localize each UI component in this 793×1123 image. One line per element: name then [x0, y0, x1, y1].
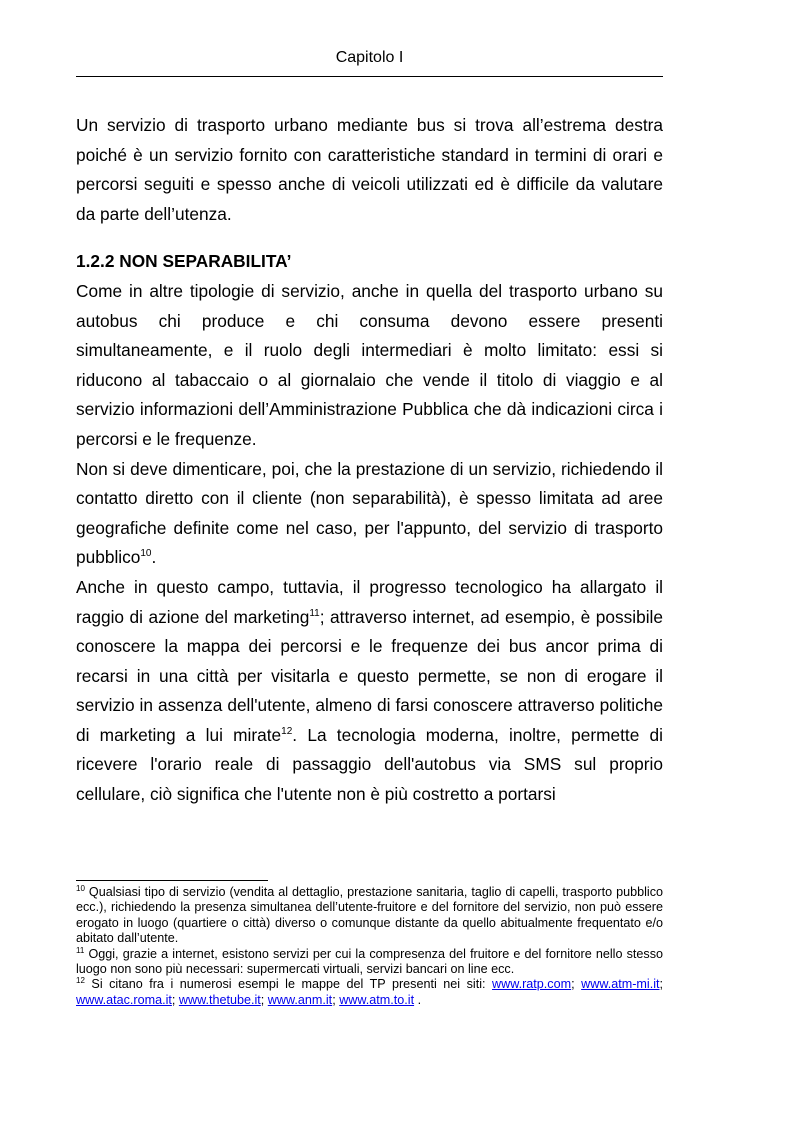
footnote-12: [76, 977, 663, 1008]
footnote-11: [76, 947, 663, 978]
link-ratp[interactable]: www.ratp.com: [492, 977, 572, 992]
footnote-11-text: Oggi, grazie a internet, esistono servizi per cui la compresenza del fruitore e del fornitore nello stesso luogo non sono più necessari: supermercati virtuali, servizi bancari on line ecc.: [76, 946, 663, 977]
link-separator: ;: [571, 977, 582, 992]
paragraph-4-part-b: ; attraverso internet, ad esempio, è possibile conoscere la mappa dei percorsi e le frequenze dei bus ancor prima di recarsi in una città per visitarla e questo permette, se non di erogare il servizio in assenza dell'utente, almeno di farsi conoscere attraverso politiche di marketing a lui mirate: [76, 606, 663, 745]
footnote-ref-12[interactable]: 12: [281, 726, 293, 738]
paragraph-1: Un servizio di trasporto urbano mediante bus si trova all’estrema destra poiché è un servizio fornito con caratteristiche standard in termini di orari e percorsi seguiti e spesso anche di veicoli utilizzati ed è difficile da valutare da parte dell’utenza.: [76, 115, 663, 224]
footnote-12-text: Si citano fra i numerosi esempi le mappe del TP presenti nei siti:: [84, 977, 493, 992]
paragraph-4: [76, 573, 663, 810]
paragraph-3: [76, 455, 663, 573]
link-atm-mi[interactable]: www.atm-mi.it: [581, 977, 660, 992]
body-text: [76, 111, 663, 810]
footnote-ref-10[interactable]: 10: [140, 548, 152, 560]
footnote-10: [76, 885, 663, 947]
paragraph-4-part-c: . La tecnologia moderna, inoltre, permette di ricevere l'orario reale di passaggio dell'autobus via SMS sul proprio cellulare, ciò significa che l'utente non è più costretto a portarsi: [76, 724, 664, 805]
link-atm-to[interactable]: www.atm.to.it: [339, 992, 415, 1007]
link-anm[interactable]: www.anm.it: [267, 992, 333, 1007]
footnote-rule: [76, 880, 268, 881]
paragraph-3-end: .: [151, 547, 157, 568]
link-thetube[interactable]: www.thetube.it: [178, 992, 261, 1007]
link-separator: ;: [332, 992, 340, 1007]
section-heading: 1.2.2 NON SEPARABILITA’: [76, 251, 292, 272]
header-rule: [76, 76, 663, 77]
link-separator: ;: [260, 992, 268, 1007]
paragraph-2: Come in altre tipologie di servizio, anche in quella del trasporto urbano su autobus chi produce e chi consuma devono essere presenti simultaneamente, e il ruolo degli intermediari è molto limitato: essi si riducono al tabaccaio o al giornalaio che vende il titolo di viaggio e al servizio informazioni dell’Amministrazione Pubblica che dà indicazioni circa i percorsi e le frequenze.: [76, 280, 663, 449]
paragraph-4-part-a: Anche in questo campo, tuttavia, il progresso tecnologico ha allargato il raggio di azione del marketing: [76, 576, 663, 627]
link-atac-roma[interactable]: www.atac.roma.it: [76, 992, 172, 1007]
paragraph-3-text: Non si deve dimenticare, poi, che la prestazione di un servizio, richiedendo il contatto diretto con il cliente (non separabilità), è spesso limitata ad aree geografiche definite come nel caso, per l'appunto, del servizio di trasporto pubblico: [76, 458, 663, 568]
link-separator: ;: [659, 977, 663, 992]
footnote-number-11: 11: [76, 945, 85, 955]
footnotes: [76, 885, 663, 1008]
footnote-ref-11[interactable]: 11: [309, 607, 320, 619]
footnote-number-10: 10: [76, 883, 85, 893]
link-separator: ;: [171, 992, 179, 1007]
footnote-10-text: Qualsiasi tipo di servizio (vendita al dettaglio, prestazione sanitaria, taglio di capelli, trasporto pubblico ecc.), richiedendo la presenza simultanea dell’utente-fruitore e del fornitore del servizio, non può essere erogato in luogo (quartiere o città) diverso o comunque distante da quello abitualmente frequentato e/o abitato dall’utente.: [76, 885, 663, 946]
running-header: Capitolo I: [335, 49, 404, 66]
footnote-number-12: 12: [76, 976, 85, 986]
footnote-12-end: .: [414, 992, 422, 1007]
